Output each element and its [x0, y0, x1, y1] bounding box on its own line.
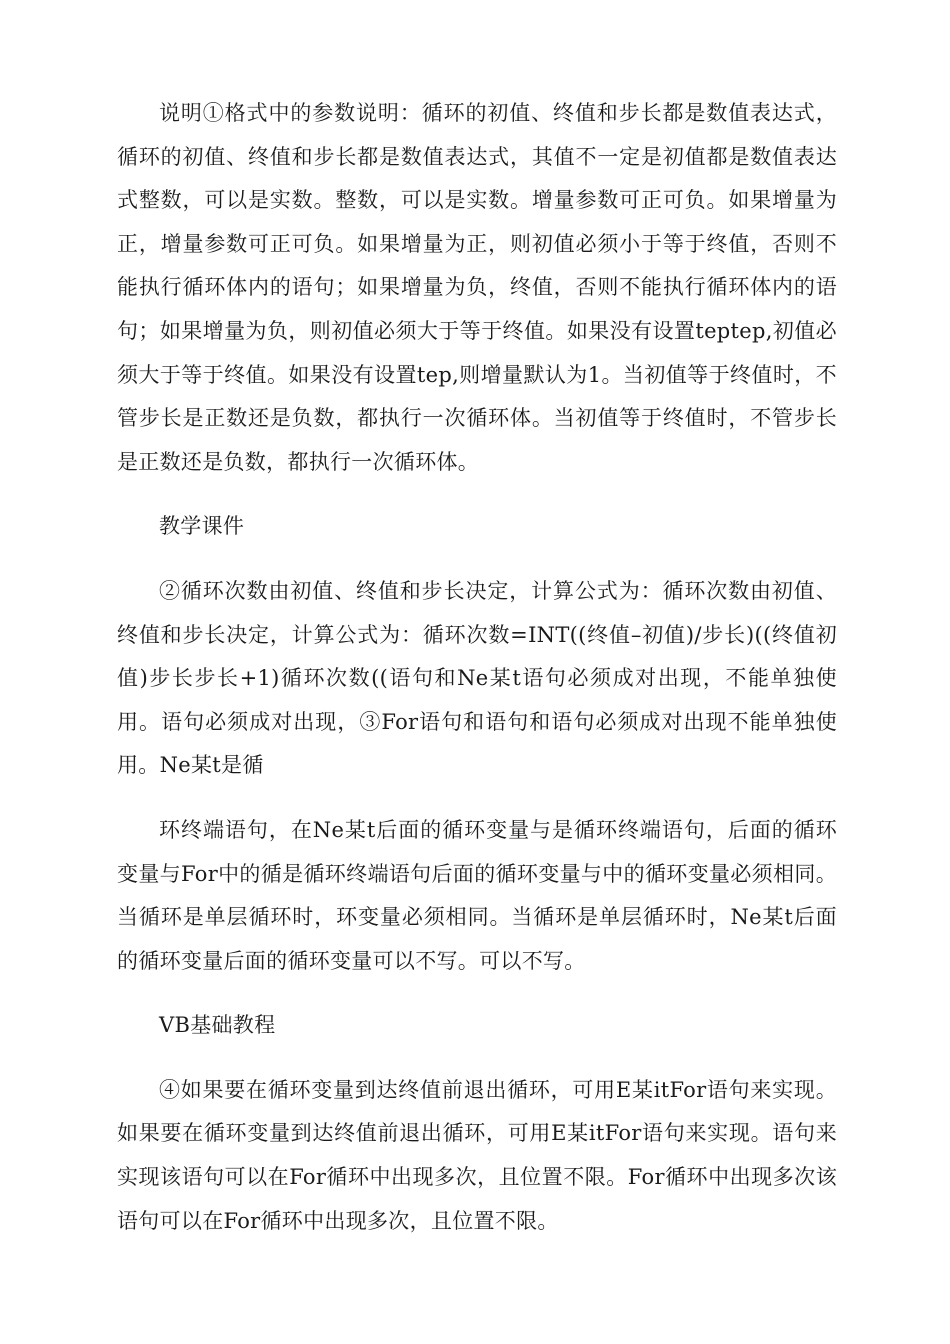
section-heading-vb-tutorial: VB基础教程: [159, 1013, 276, 1038]
paragraph-next-statement: 环终端语句，在Ne某t后面的循环变量与是循环终端语句，后面的循环变量与For中的循是循环终端语句后面的循环变量与中的循环变量必须相同。当循环是单层循环时，环变量必须相同。当循环是单层循环时，Ne某t后面的循环变量后面的循环变量可以不写。可以不写。: [117, 817, 837, 973]
paragraph-loop-count: ②循环次数由初值、终值和步长决定，计算公式为：循环次数由初值、终值和步长决定，计算公式为：循环次数=INT((终值–初值)/步长)((终值初值)步长步长+1)循环次数((语句和Ne某t语句必须成对出现，不能单独使用。语句必须成对出现，③For语句和语句和语句必须成对出现不能单独使用。Ne某t是循: [117, 578, 837, 778]
paragraph-exit-for: ④如果要在循环变量到达终值前退出循环，可用E某itFor语句来实现。如果要在循环变量到达终值前退出循环，可用E某itFor语句来实现。语句来实现该语句可以在For循环中出现多次，且位置不限。For循环中出现多次该语句可以在For循环中出现多次，且位置不限。: [117, 1077, 837, 1233]
document-body: [117, 92, 837, 1264]
section-heading-courseware: 教学课件: [159, 514, 245, 539]
paragraph-parameter-notes: 说明①格式中的参数说明：循环的初值、终值和步长都是数值表达式，循环的初值、终值和步长都是数值表达式，其值不一定是初值都是数值表达式整数，可以是实数。整数，可以是实数。增量参数可正可负。如果增量为正，增量参数可正可负。如果增量为正，则初值必须小于等于终值，否则不能执行循环体内的语句；如果增量为负，终值，否则不能执行循环体内的语句；如果增量为负，则初值必须大于等于终值。如果没有设置teptep,初值必须大于等于终值。如果没有设置tep,则增量默认为1。当初值等于终值时，不管步长是正数还是负数，都执行一次循环体。当初值等于终值时，不管步长是正数还是负数，都执行一次循环体。: [117, 101, 837, 474]
